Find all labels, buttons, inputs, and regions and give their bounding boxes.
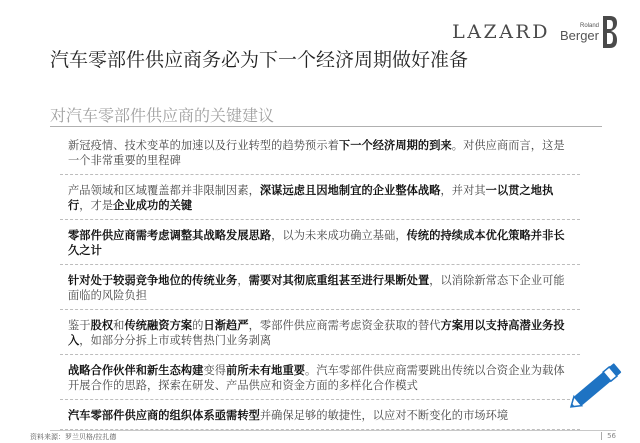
recommendation-emphasis: 方案用以支持高潜业务投入 [68, 319, 565, 347]
recommendation-text: ，以为未来成功确立基础， [271, 229, 407, 242]
recommendation-emphasis: 股权 [90, 319, 114, 332]
recommendation-item [60, 310, 580, 355]
recommendation-text: 新冠疫情、技术变革的加速以及行业转型的趋势预示着 [68, 139, 339, 152]
recommendation-item [60, 220, 580, 265]
recommendation-emphasis: 需要对其彻底重组甚至进行果断处置 [248, 274, 430, 287]
roland-berger-logo [560, 15, 618, 49]
recommendation-text: ，才是 [79, 199, 114, 212]
rb-logo-big: Berger [559, 27, 599, 43]
recommendation-item [60, 400, 580, 430]
recommendation-emphasis: 企业成功的关键 [113, 199, 193, 212]
recommendation-item [60, 175, 580, 220]
recommendation-emphasis: 传统的持续成本优化策略并非长久之计 [68, 229, 565, 257]
recommendation-text: ，以消除新常态下企业可能面临的风险负担 [68, 274, 565, 302]
page-title: 汽车零部件供应商务必为下一个经济周期做好准备 [50, 49, 469, 71]
section-subtitle: 对汽车零部件供应商的关键建议 [50, 106, 275, 125]
recommendation-emphasis: 战略合作伙伴和新生态构建 [68, 364, 204, 377]
recommendation-emphasis: 下一个经济周期的到来 [338, 139, 452, 152]
recommendation-list [60, 130, 580, 430]
header-logos [452, 12, 618, 52]
recommendation-text: ， [237, 274, 249, 287]
recommendation-emphasis: 前所未有地重要 [226, 364, 306, 377]
rb-logo-mark-icon [602, 15, 618, 49]
recommendation-text: 鉴于 [68, 319, 91, 332]
recommendation-emphasis: 日渐趋严 [203, 319, 249, 332]
recommendation-text: 。汽车零部件供应商需要跳出传统以合资企业为载体开展合作的思路，探索在研发、产品供应和资金方面的多样化合作模式 [68, 364, 565, 392]
recommendation-emphasis: 传统融资方案 [124, 319, 193, 332]
page-number: 56 [601, 432, 616, 440]
rb-logo-small: Roland [579, 22, 599, 29]
footer-source: 资料来源：罗兰贝格/拉扎德 [30, 433, 117, 441]
recommendation-text: 产品领域和区域覆盖都并非限制因素， [68, 184, 260, 197]
footer-divider [50, 430, 616, 431]
recommendation-text: ，如部分分拆上市或转售热门业务剥离 [79, 334, 272, 347]
recommendation-emphasis: 深谋远虑且因地制宜的企业整体战略 [259, 184, 441, 197]
recommendation-item [60, 130, 580, 175]
pen-icon [562, 355, 632, 415]
lazard-logo: LAZARD [452, 21, 550, 43]
recommendation-item [60, 265, 580, 310]
recommendation-text: 并确保足够的敏捷性，以应对不断变化的市场环境 [259, 409, 509, 422]
recommendation-text: 的 [192, 319, 204, 332]
recommendation-text: 。对供应商而言，这是一个非常重要的里程碑 [68, 139, 565, 167]
recommendation-item [60, 355, 580, 400]
recommendation-emphasis: 一以贯之地执行 [68, 184, 554, 212]
recommendation-text: 和 [113, 319, 125, 332]
recommendation-emphasis: 零部件供应商需考虑调整其战略发展思路 [68, 229, 272, 242]
recommendation-emphasis: 针对处于较弱竞争地位的传统业务 [68, 274, 238, 287]
subtitle-divider [50, 126, 602, 127]
recommendation-text: ，并对其 [440, 184, 486, 197]
recommendation-emphasis: 汽车零部件供应商的组织体系亟需转型 [68, 409, 260, 422]
recommendation-text: ，零部件供应商需考虑资金获取的替代 [248, 319, 441, 332]
recommendation-text: 变得 [203, 364, 227, 377]
